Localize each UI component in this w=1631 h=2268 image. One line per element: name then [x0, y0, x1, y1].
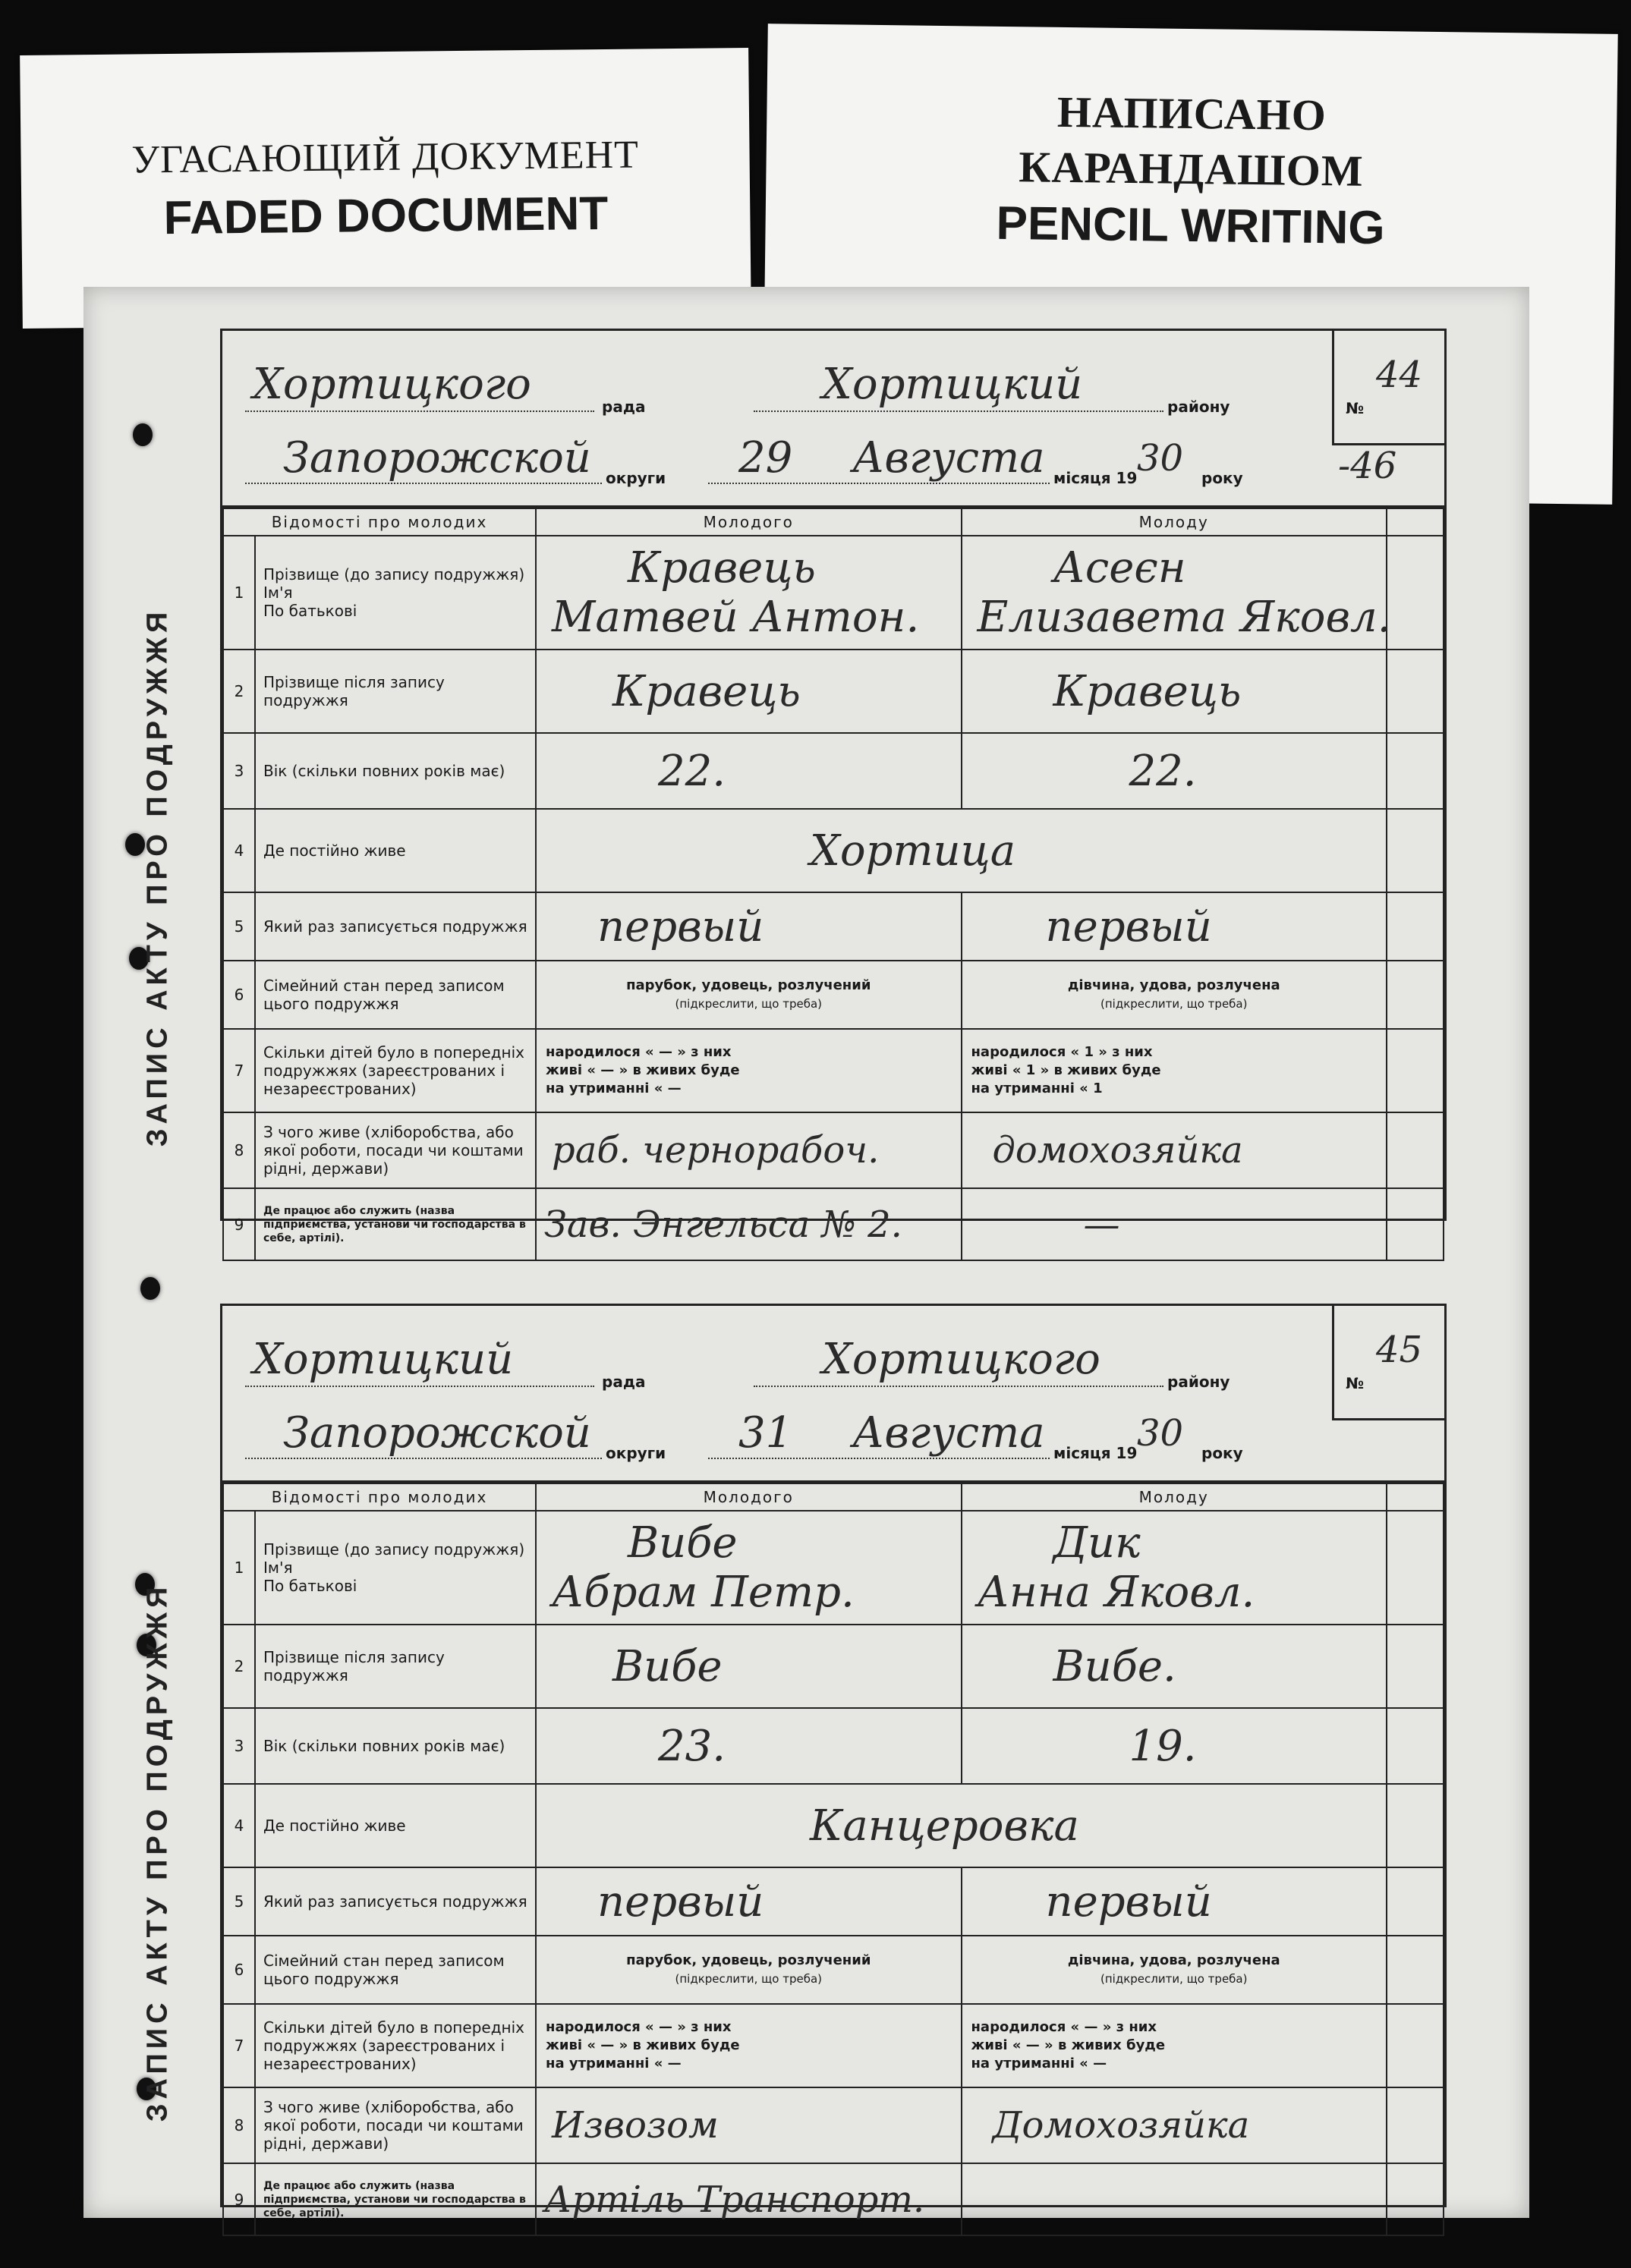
record-number: 45: [1376, 1329, 1423, 1371]
groom-work: Зав. Энгельса № 2.: [544, 1203, 902, 1246]
punch-hole: [140, 1277, 160, 1300]
groom-surname-after: Вибе: [612, 1641, 723, 1691]
okruha-label: округи: [606, 1444, 666, 1462]
groom-living: Извозом: [552, 2104, 719, 2147]
rada-label: рада: [602, 1373, 646, 1391]
row-number: 3: [223, 733, 255, 809]
underline: [245, 411, 594, 412]
residence: Хортица: [810, 826, 1016, 876]
month-value: Августа: [852, 433, 1045, 483]
underline: [708, 483, 1050, 484]
row-question: Прізвище (до запису подружжя) Ім'я По батькові: [255, 536, 536, 650]
bride-kids-alive: 1: [1025, 1062, 1036, 1078]
bride-times: первый: [1045, 1876, 1212, 1927]
marriage-record-form: [141, 1304, 1447, 2221]
pencil-label-ru-1: НАПИСАНО: [1056, 87, 1327, 140]
bride-age: 22.: [1129, 746, 1197, 796]
row-question: Де працює або служить (назва підприємства, установи чи господарства в себе, артілі).: [255, 1188, 536, 1260]
bride-name-cell: [962, 536, 1391, 650]
groom-work: Артіль Транспорт.: [544, 2178, 925, 2221]
underline-note: (підкреслити, що треба): [1100, 997, 1248, 1011]
bride-name: Анна Яковл.: [977, 1568, 1255, 1617]
bride-status-options: дівчина, удова, розлучена: [1067, 977, 1280, 993]
marriage-record-form: [141, 329, 1447, 1246]
col-bride-header: Молоду: [962, 508, 1387, 536]
bride-kids-support: 1: [1093, 1081, 1103, 1096]
bride-living: Домохозяйка: [992, 2104, 1250, 2147]
okruha-label: округи: [606, 469, 666, 487]
rada-value: Хортицкий: [253, 1335, 514, 1384]
bride-name: Елизавета Яковл.: [977, 593, 1391, 642]
groom-name-cell: [536, 1511, 961, 1625]
groom-times: первый: [597, 1876, 764, 1927]
groom-kids-born: —: [658, 2019, 672, 2035]
bride-surname: Асеєн: [1053, 543, 1186, 593]
col-groom-header: Молодого: [536, 508, 961, 536]
groom-surname-after: Кравець: [612, 666, 801, 716]
month-value: Августа: [852, 1408, 1045, 1458]
row-question: Прізвище після запису подружжя: [255, 1625, 536, 1708]
year-label: року: [1201, 1444, 1243, 1462]
bride-kids: народилося « — » з них живі « — » в живих буде на утриманні « —: [962, 2004, 1387, 2087]
record-number-extra: -46: [1338, 445, 1397, 487]
row-number: 2: [223, 650, 255, 733]
bride-living: домохозяйка: [992, 1129, 1243, 1172]
underline: [245, 1458, 602, 1459]
groom-kids-alive: —: [600, 2037, 615, 2053]
okruha-value: Запорожской: [283, 433, 591, 483]
bride-status-options: дівчина, удова, розлучена: [1067, 1952, 1280, 1968]
row-question: Прізвище (до запису подружжя) Ім'я По батькові: [255, 1511, 536, 1625]
record-header: [222, 331, 1444, 508]
groom-kids-born: —: [658, 1044, 672, 1060]
row-question: Де постійно живе: [255, 809, 536, 892]
number-sign: №: [1346, 399, 1365, 417]
underline: [245, 1386, 594, 1387]
groom-status-options: парубок, удовець, розлучений: [626, 1952, 871, 1968]
row-number: 6: [223, 961, 255, 1029]
raion-label: району: [1167, 1373, 1230, 1391]
groom-kids: народилося « — » з них живі « — » в живих буде на утриманні « —: [536, 2004, 961, 2087]
underline: [708, 1458, 1050, 1459]
okruha-value: Запорожской: [283, 1408, 591, 1458]
row-number: 7: [223, 2004, 255, 2087]
bride-work: —: [1083, 1203, 1120, 1246]
month-label: місяця 19: [1053, 469, 1138, 487]
bride-kids: народилося « 1 » з них живі « 1 » в живих буде на утриманні « 1: [962, 1029, 1387, 1112]
raion-label: району: [1167, 398, 1230, 416]
record-number: 44: [1376, 354, 1423, 396]
groom-name: Абрам Петр.: [552, 1568, 855, 1617]
rada-value: Хортицкого: [253, 360, 531, 409]
row-number: 1: [223, 536, 255, 650]
bride-kids-born: —: [1084, 2019, 1098, 2035]
row-question: Сімейний стан перед записом цього подружжя: [255, 1936, 536, 2004]
record-table: [222, 1483, 1444, 2236]
bride-surname: Дик: [1053, 1518, 1141, 1568]
underline-note: (підкреслити, що треба): [675, 997, 822, 1011]
groom-surname: Кравець: [628, 543, 816, 593]
bride-kids-support: —: [1093, 2056, 1107, 2071]
row-question: Скільки дітей було в попередніх подружжях (зареєстрованих і незареєстрованих): [255, 2004, 536, 2087]
bride-surname-after: Кравець: [1053, 666, 1242, 716]
bride-times: первый: [1045, 901, 1212, 952]
faded-label-en: FADED DOCUMENT: [163, 187, 609, 245]
groom-kids-support: —: [667, 2056, 682, 2071]
col-info-header: Відомості про молодих: [223, 1483, 536, 1511]
col-info-header: Відомості про молодих: [223, 508, 536, 536]
row-number: 5: [223, 892, 255, 961]
row-question: Який раз записується подружжя: [255, 1867, 536, 1936]
underline-note: (підкреслити, що треба): [675, 1972, 822, 1986]
groom-surname: Вибе: [628, 1518, 738, 1568]
groom-age: 23.: [658, 1721, 726, 1771]
bride-age: 19.: [1129, 1721, 1197, 1771]
side-title: ЗАПИС АКТУ ПРО ПОДРУЖЖЯ: [141, 607, 174, 1147]
day-value: 31: [738, 1408, 793, 1458]
punch-hole: [133, 423, 153, 446]
underline: [754, 411, 1163, 412]
row-number: 3: [223, 1708, 255, 1784]
row-number: 8: [223, 2087, 255, 2163]
number-sign: №: [1346, 1374, 1365, 1392]
raion-value: Хортицкого: [822, 1335, 1100, 1384]
row-question: Вік (скільки повних років має): [255, 1708, 536, 1784]
groom-living: раб. чернорабоч.: [552, 1129, 880, 1172]
pencil-label-ru-2: КАРАНДАШОМ: [1018, 142, 1365, 196]
faded-label-ru: УГАСАЮЩИЙ ДОКУМЕНТ: [131, 133, 640, 182]
record-header: [222, 1306, 1444, 1483]
month-label: місяця 19: [1053, 1444, 1138, 1462]
groom-age: 22.: [658, 746, 726, 796]
record-table: [222, 508, 1444, 1261]
day-value: 29: [738, 433, 793, 483]
side-title-box: [109, 1518, 207, 2186]
row-number: 6: [223, 1936, 255, 2004]
row-number: 7: [223, 1029, 255, 1112]
year-value: 30: [1137, 437, 1184, 480]
row-question: Де постійно живе: [255, 1784, 536, 1867]
groom-name-cell: [536, 536, 961, 650]
row-question: Де працює або служить (назва підприємства, установи чи господарства в себе, артілі).: [255, 2163, 536, 2235]
bride-name-cell: [962, 1511, 1387, 1625]
underline: [754, 1386, 1163, 1387]
groom-kids-support: —: [667, 1081, 682, 1096]
row-number: 9: [223, 1188, 255, 1260]
residence: Канцеровка: [810, 1801, 1079, 1851]
underline-note: (підкреслити, що треба): [1100, 1972, 1248, 1986]
col-groom-header: Молодого: [536, 1483, 961, 1511]
groom-kids-alive: —: [600, 1062, 615, 1078]
row-number: 2: [223, 1625, 255, 1708]
record-number-box: [1332, 1306, 1444, 1420]
row-number: 1: [223, 1511, 255, 1625]
row-question: Скільки дітей було в попередніх подружжях (зареєстрованих і незареєстрованих): [255, 1029, 536, 1112]
row-number: 8: [223, 1112, 255, 1188]
row-number: 5: [223, 1867, 255, 1936]
groom-name: Матвей Антон.: [552, 593, 920, 642]
col-bride-header: Молоду: [962, 1483, 1387, 1511]
row-question: Прізвище після запису подружжя: [255, 650, 536, 733]
groom-times: первый: [597, 901, 764, 952]
groom-kids: народилося « — » з них живі « — » в живих буде на утриманні « —: [536, 1029, 961, 1112]
bride-surname-after: Вибе.: [1053, 1641, 1176, 1691]
document-page: [83, 287, 1529, 2221]
pencil-label-en: PENCIL WRITING: [996, 197, 1386, 255]
year-label: року: [1201, 469, 1243, 487]
row-question: Вік (скільки повних років має): [255, 733, 536, 809]
row-number: 4: [223, 1784, 255, 1867]
row-question: Який раз записується подружжя: [255, 892, 536, 961]
record-number-box: [1332, 331, 1444, 445]
row-question: Сімейний стан перед записом цього подружжя: [255, 961, 536, 1029]
row-number: 4: [223, 809, 255, 892]
underline: [245, 483, 602, 484]
row-question: З чого живе (хліборобства, або якої роботи, посади чи коштами рідні, держави): [255, 2087, 536, 2163]
side-title-box: [109, 543, 207, 1211]
rada-label: рада: [602, 398, 646, 416]
row-question: З чого живе (хліборобства, або якої роботи, посади чи коштами рідні, держави): [255, 1112, 536, 1188]
groom-status-options: парубок, удовець, розлучений: [626, 977, 871, 993]
bride-kids-born: 1: [1084, 1044, 1094, 1060]
row-number: 9: [223, 2163, 255, 2235]
side-title: ЗАПИС АКТУ ПРО ПОДРУЖЖЯ: [141, 1582, 174, 2122]
year-value: 30: [1137, 1412, 1184, 1455]
bride-kids-alive: —: [1025, 2037, 1040, 2053]
raion-value: Хортицкий: [822, 360, 1083, 409]
